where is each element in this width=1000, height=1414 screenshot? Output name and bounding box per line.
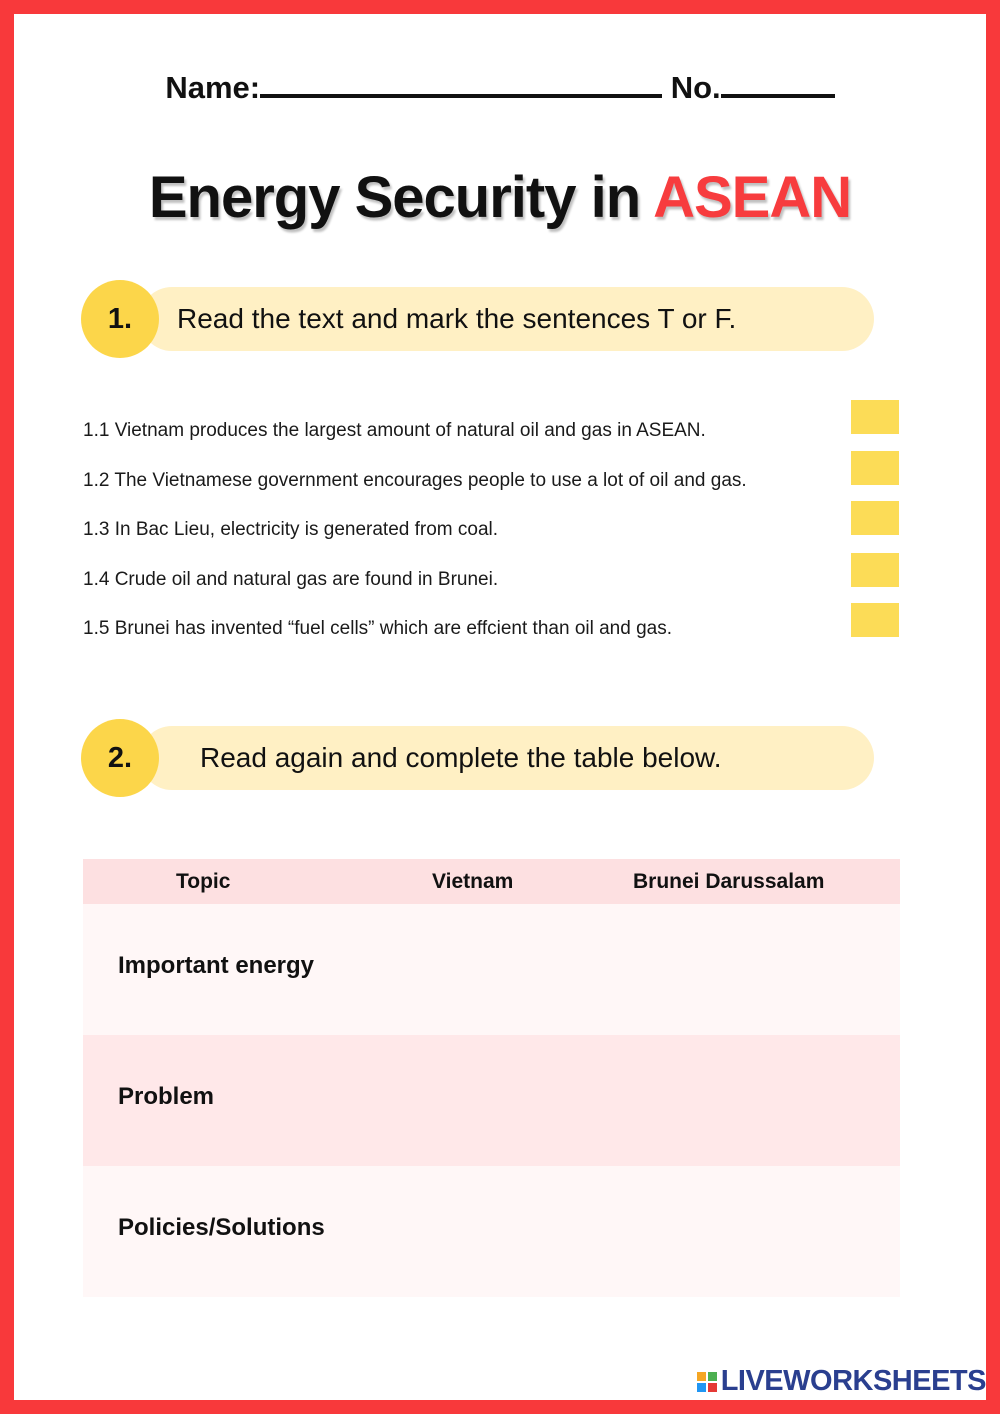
row-label: Problem: [118, 1083, 215, 1110]
logo-grid-icon: [697, 1372, 717, 1392]
answer-box[interactable]: [851, 603, 899, 637]
name-label: Name:: [165, 70, 261, 105]
list-item: [83, 610, 983, 660]
section2-instruction: Read again and complete the table below.: [200, 742, 722, 773]
header-topic: Topic: [176, 870, 231, 893]
row-label: Policies/Solutions: [118, 1214, 325, 1241]
table-row[interactable]: [83, 1035, 900, 1166]
page-title: [14, 164, 986, 231]
answer-box[interactable]: [851, 451, 899, 485]
statement-text: 1.2 The Vietnamese government encourages people to use a lot of oil and gas.: [83, 469, 747, 491]
statement-text: 1.1 Vietnam produces the largest amount of natural oil and gas in ASEAN.: [83, 420, 706, 441]
list-item: [83, 412, 983, 462]
header-vietnam: Vietnam: [432, 870, 514, 893]
table-row[interactable]: [83, 1166, 900, 1297]
answer-box[interactable]: [851, 400, 899, 434]
statement-text: 1.5 Brunei has invented “fuel cells” which are effcient than oil and gas.: [83, 618, 672, 639]
list-item: [83, 462, 983, 512]
list-item: [83, 511, 983, 561]
liveworksheets-logo: [697, 1365, 986, 1398]
section1-number-badge: [81, 280, 159, 358]
table-header-row: [83, 859, 900, 904]
name-blank[interactable]: [260, 66, 662, 98]
number-label: No.: [670, 70, 721, 105]
answer-box[interactable]: [851, 553, 899, 587]
number-blank[interactable]: [721, 66, 835, 98]
row-label: Important energy: [118, 952, 315, 979]
title-accent: ASEAN: [653, 165, 852, 230]
title-main: Energy Security in: [148, 165, 654, 230]
student-info-line: [14, 66, 986, 106]
statement-text: 1.4 Crude oil and natural gas are found in Brunei.: [83, 568, 499, 590]
section2-number: 2.: [107, 741, 133, 774]
comparison-table: [83, 859, 900, 1297]
logo-text: LIVEWORKSHEETS: [720, 1365, 986, 1397]
worksheet-page: [14, 14, 986, 1400]
section2-number-badge: [81, 719, 159, 797]
table-row[interactable]: [83, 904, 900, 1035]
header-brunei: Brunei Darussalam: [633, 870, 825, 893]
true-false-list: [83, 412, 983, 660]
section1-instruction: Read the text and mark the sentences T or F.: [177, 303, 737, 334]
section1-number: 1.: [107, 302, 133, 335]
section2-banner: [140, 726, 874, 790]
answer-box[interactable]: [851, 501, 899, 535]
section1-banner: [140, 287, 874, 351]
statement-text: 1.3 In Bac Lieu, electricity is generated from coal.: [83, 519, 499, 540]
list-item: [83, 561, 983, 611]
